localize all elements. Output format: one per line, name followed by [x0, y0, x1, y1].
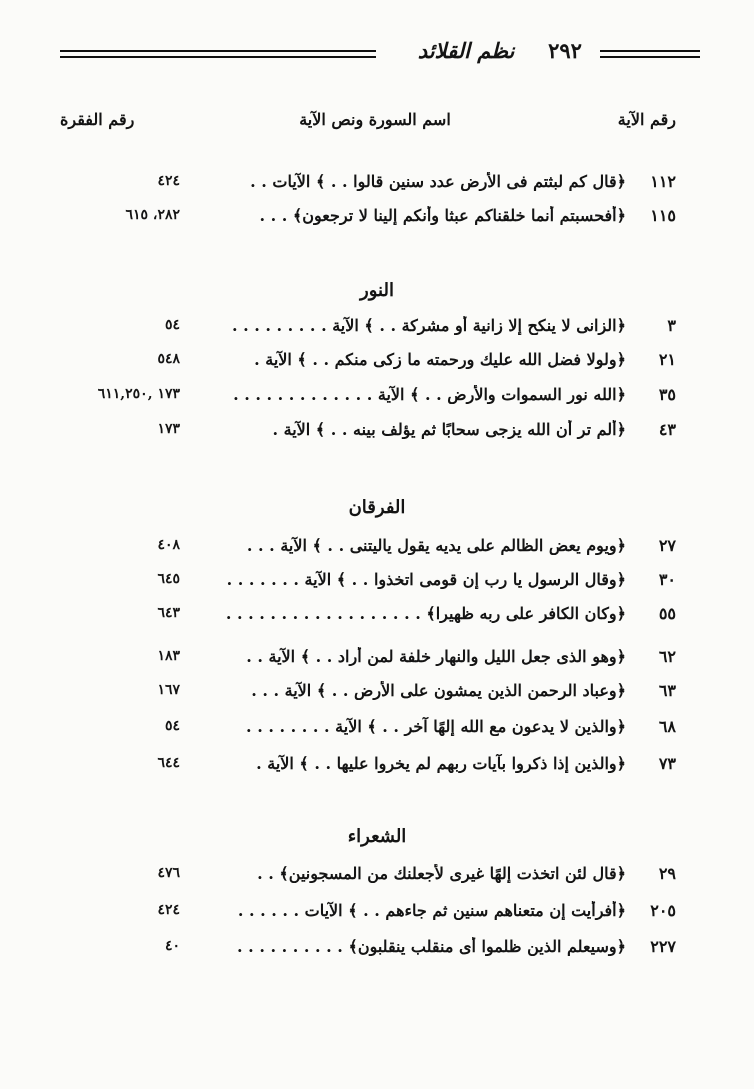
paragraph-reference: ٤٧٦	[157, 865, 180, 881]
paragraph-reference: ٢٨٢، ٦١٥	[125, 207, 180, 223]
ayah-number: ٦٣	[658, 681, 676, 700]
column-header-paragraph-number: رقم الفقرة	[60, 110, 135, 129]
ayah-number: ٦٢	[658, 647, 676, 666]
header-rule-left	[60, 50, 376, 58]
ayah-text: ﴿وقال الرسول يا رب إن قومى اتخذوا . . ﴾ الآية . . . . . . .	[226, 570, 626, 589]
column-header-ayah-number: رقم الآية	[617, 110, 676, 129]
table-row	[60, 168, 676, 196]
table-row	[60, 600, 676, 628]
paragraph-reference: ١٨٣	[157, 648, 180, 664]
table-row	[60, 381, 676, 409]
ayah-number: ٢٩	[658, 864, 676, 883]
table-row	[60, 566, 676, 594]
header-rule-right	[600, 50, 700, 58]
table-row	[60, 416, 676, 444]
paragraph-reference: ١٦٧	[157, 682, 180, 698]
paragraph-reference: ٦٤٥	[157, 571, 180, 587]
ayah-text: ﴿والذين لا يدعون مع الله إلهًا آخر . . ﴾ الآية . . . . . . . .	[246, 717, 626, 736]
ayah-number: ٣٥	[658, 385, 676, 404]
table-row	[60, 933, 676, 961]
ayah-text: ﴿وسيعلم الذين ظلموا أى منقلب ينقلبون﴾ . . . . . . . . . .	[237, 937, 626, 956]
running-title: نظم القلائد	[417, 38, 515, 63]
ayah-number: ٢٧	[658, 536, 676, 555]
table-row	[60, 346, 676, 374]
ayah-text: ﴿الله نور السموات والأرض . . ﴾ الآية . . . . . . . . . . . . .	[233, 385, 626, 404]
paragraph-reference: ١٧٣ ,٦١١,٢٥٠	[97, 386, 180, 402]
ayah-number: ٤٣	[658, 420, 676, 439]
table-row	[60, 643, 676, 671]
table-row	[60, 532, 676, 560]
ayah-number: ٢٠٥	[650, 901, 676, 920]
ayah-number: ٥٥	[658, 604, 676, 623]
paragraph-reference: ٤٠٨	[157, 537, 180, 553]
running-header	[60, 38, 700, 72]
ayah-number: ٢٢٧	[650, 937, 676, 956]
paragraph-reference: ٤٠	[164, 938, 180, 954]
ayah-text: ﴿وعباد الرحمن الذين يمشون على الأرض . . ﴾ الآية . . .	[251, 681, 626, 700]
section-title-an-nur: النور	[360, 280, 394, 301]
column-header-surah-text: اسم السورة ونص الآية	[299, 110, 451, 129]
ayah-text: ﴿ولولا فضل الله عليك ورحمته ما زكى منكم . . ﴾ الآية .	[254, 350, 626, 369]
paragraph-reference: ١٧٣	[157, 421, 180, 437]
paragraph-reference: ٤٢٤	[157, 173, 180, 189]
ayah-number: ٣٠	[658, 570, 676, 589]
paragraph-reference: ٦٤٣	[157, 605, 180, 621]
table-row	[60, 312, 676, 340]
page-number: ٢٩٢	[548, 38, 582, 63]
ayah-text: ﴿وكان الكافر على ربه ظهيرا﴾ . . . . . . . . . . . . . . . . . .	[225, 604, 626, 623]
ayah-text: ﴿ويوم يعض الظالم على يديه يقول ياليتنى . . ﴾ الآية . . .	[246, 536, 626, 555]
table-row	[60, 897, 676, 925]
column-headers	[60, 110, 676, 140]
table-row	[60, 713, 676, 741]
table-row	[60, 860, 676, 888]
ayah-text: ﴿أفحسبتم أنما خلقناكم عبثا وأنكم إلينا لا ترجعون﴾ . . .	[259, 206, 626, 225]
paragraph-reference: ٦٤٤	[157, 755, 180, 771]
paragraph-reference: ٥٤	[164, 718, 180, 734]
ayah-text: ﴿قال لئن اتخذت إلهًا غيرى لأجعلنك من المسجونين﴾ . .	[257, 864, 626, 883]
ayah-number: ٣	[667, 316, 676, 335]
section-title-al-furqan: الفرقان	[348, 497, 406, 518]
table-row	[60, 202, 676, 230]
ayah-number: ٢١	[658, 350, 676, 369]
table-row	[60, 677, 676, 705]
table-row	[60, 750, 676, 778]
ayah-number: ٧٣	[658, 754, 676, 773]
paragraph-reference: ٤٢٤	[157, 902, 180, 918]
ayah-number: ١١٥	[650, 206, 676, 225]
ayah-text: ﴿الزانى لا ينكح إلا زانية أو مشركة . . ﴾ الآية . . . . . . . . .	[231, 316, 626, 335]
ayah-number: ٦٨	[658, 717, 676, 736]
ayah-text: ﴿وهو الذى جعل الليل والنهار خلفة لمن أراد . . ﴾ الآية . .	[246, 647, 626, 666]
section-title-ash-shuara: الشعراء	[347, 826, 407, 847]
paragraph-reference: ٥٤٨	[157, 351, 180, 367]
paragraph-reference: ٥٤	[164, 317, 180, 333]
ayah-text: ﴿قال كم لبثتم فى الأرض عدد سنين قالوا . . ﴾ الآيات . .	[250, 172, 626, 191]
ayah-text: ﴿أفرأيت إن متعناهم سنين ثم جاءهم . . ﴾ الآيات . . . . . .	[237, 901, 626, 920]
ayah-text: ﴿ألم تر أن الله يزجى سحابًا ثم يؤلف بينه . . ﴾ الآية .	[272, 420, 626, 439]
ayah-number: ١١٢	[650, 172, 676, 191]
ayah-text: ﴿والذين إذا ذكروا بآيات ربهم لم يخروا عليها . . ﴾ الآية .	[256, 754, 626, 773]
